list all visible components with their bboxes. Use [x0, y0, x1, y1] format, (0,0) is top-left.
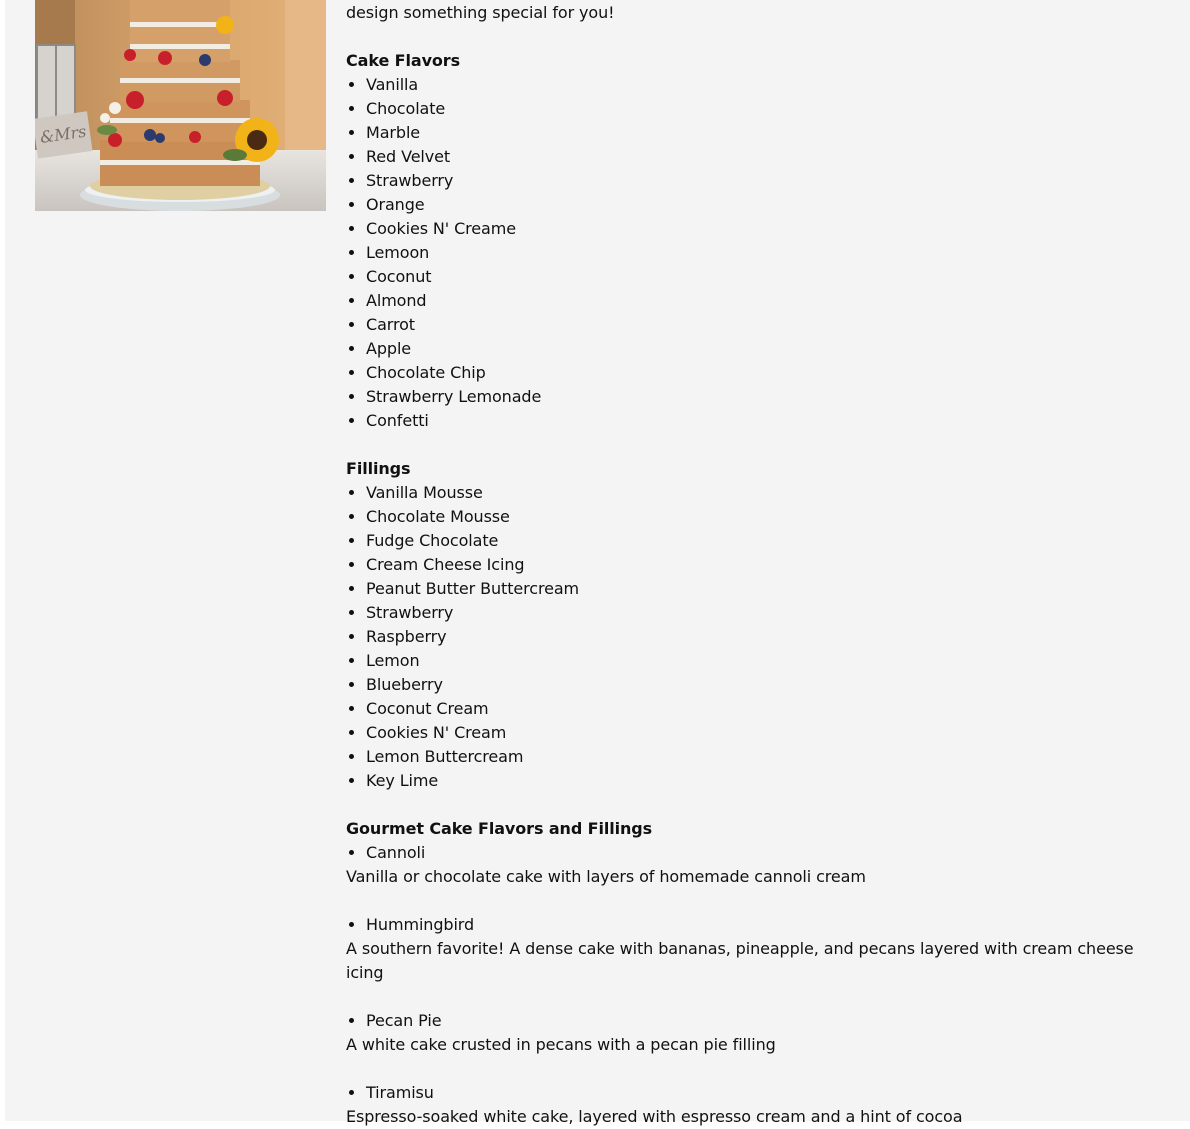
cake-flavors-list — [346, 73, 1166, 433]
fillings-heading: Fillings — [346, 459, 411, 478]
gourmet-item-desc: A white cake crusted in pecans with a pecan pie filling — [346, 1035, 776, 1054]
gourmet-item-desc: Vanilla or chocolate cake with layers of homemade cannoli cream — [346, 867, 866, 886]
list-item: • Orange — [366, 193, 1166, 217]
intro-text: design something special for you! — [346, 3, 615, 22]
wedding-cake-photo — [35, 0, 326, 211]
wedding-cake-illustration — [35, 0, 326, 211]
gourmet-item-name: • Pecan Pie — [366, 1009, 1166, 1033]
gourmet-item-desc: Espresso-soaked white cake, layered with espresso cream and a hint of cocoa — [346, 1107, 963, 1126]
list-item: • Key Lime — [366, 769, 1166, 793]
list-item: • Cookies N' Cream — [366, 721, 1166, 745]
list-item: • Lemon — [366, 649, 1166, 673]
gourmet-item-name: • Hummingbird — [366, 913, 1166, 937]
gourmet-list — [346, 913, 1166, 937]
gourmet-list — [346, 1009, 1166, 1033]
gourmet-item-desc: A southern favorite! A dense cake with bananas, pineapple, and pecans layered with cream cheese icing — [346, 939, 1134, 982]
list-item: • Strawberry — [366, 601, 1166, 625]
list-item: • Marble — [366, 121, 1166, 145]
list-item: • Carrot — [366, 313, 1166, 337]
gourmet-list — [346, 1081, 1166, 1105]
list-item: • Fudge Chocolate — [366, 529, 1166, 553]
gourmet-heading: Gourmet Cake Flavors and Fillings — [346, 819, 653, 838]
list-item: • Lemon Buttercream — [366, 745, 1166, 769]
list-item: • Peanut Butter Buttercream — [366, 577, 1166, 601]
list-item: • Almond — [366, 289, 1166, 313]
gourmet-item-name: • Cannoli — [366, 841, 1166, 865]
cake-flavors-heading: Cake Flavors — [346, 51, 461, 70]
list-item: • Lemoon — [366, 241, 1166, 265]
list-item: • Cream Cheese Icing — [366, 553, 1166, 577]
list-item: • Blueberry — [366, 673, 1166, 697]
fillings-list — [346, 481, 1166, 793]
gourmet-list — [346, 841, 1166, 865]
list-item: • Chocolate Mousse — [366, 505, 1166, 529]
list-item: • Strawberry Lemonade — [366, 385, 1166, 409]
list-item: • Apple — [366, 337, 1166, 361]
list-item: • Confetti — [366, 409, 1166, 433]
list-item: • Chocolate Chip — [366, 361, 1166, 385]
list-item: • Strawberry — [366, 169, 1166, 193]
list-item: • Vanilla Mousse — [366, 481, 1166, 505]
list-item: • Coconut Cream — [366, 697, 1166, 721]
gourmet-item-name: • Tiramisu — [366, 1081, 1166, 1105]
list-item: • Cookies N' Creame — [366, 217, 1166, 241]
cake-menu-content — [346, 1, 1166, 1129]
list-item: • Coconut — [366, 265, 1166, 289]
list-item: • Red Velvet — [366, 145, 1166, 169]
list-item: • Vanilla — [366, 73, 1166, 97]
svg-text:&Mrs: &Mrs — [38, 121, 88, 147]
list-item: • Chocolate — [366, 97, 1166, 121]
list-item: • Raspberry — [366, 625, 1166, 649]
